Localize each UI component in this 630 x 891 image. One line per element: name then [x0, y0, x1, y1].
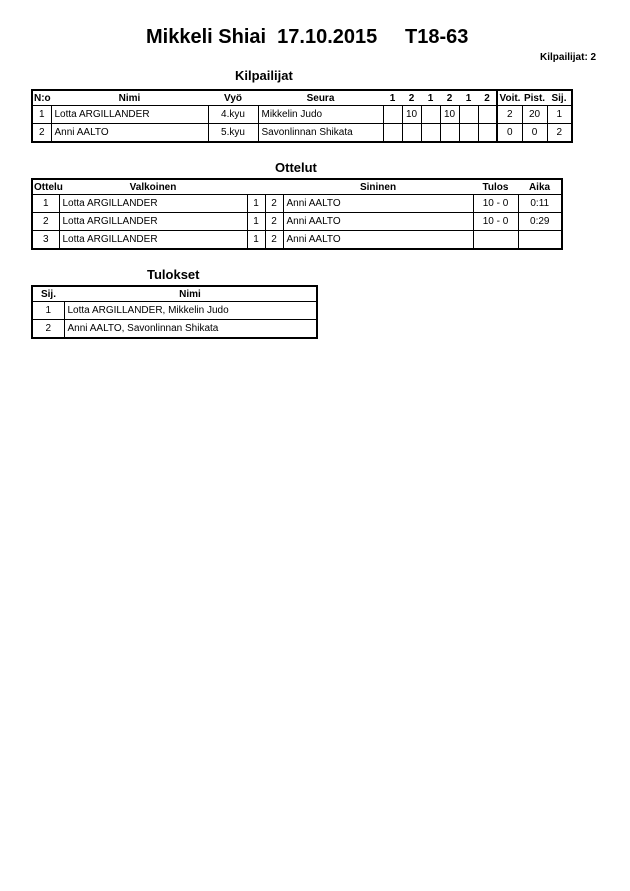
- col-header: 2: [440, 90, 459, 106]
- competitor-points: 20: [522, 106, 547, 124]
- match-number: 2: [32, 213, 59, 231]
- white-number: 1: [247, 213, 265, 231]
- table-row: [32, 106, 572, 124]
- competitor-wins: 0: [497, 124, 522, 143]
- table-row: [32, 213, 562, 231]
- blue-competitor: Anni AALTO: [283, 213, 473, 231]
- round-score: [421, 106, 440, 124]
- match-number: 3: [32, 231, 59, 250]
- blue-number: 2: [265, 195, 283, 213]
- result-name: Lotta ARGILLANDER, Mikkelin Judo: [64, 302, 317, 320]
- competitors-table: [31, 89, 573, 143]
- col-header: Seura: [258, 90, 383, 106]
- col-header-blank: [247, 179, 265, 195]
- match-result: 10 - 0: [473, 213, 518, 231]
- match-time: [518, 231, 562, 250]
- result-name: Anni AALTO, Savonlinnan Shikata: [64, 320, 317, 339]
- col-header: 1: [459, 90, 478, 106]
- table-row: [32, 302, 317, 320]
- results-table: [31, 285, 318, 339]
- table-row: [32, 195, 562, 213]
- competitor-number: 1: [32, 106, 51, 124]
- competitor-name: Anni AALTO: [51, 124, 208, 143]
- competitor-belt: 5.kyu: [208, 124, 258, 143]
- col-header: Pist.: [522, 90, 547, 106]
- round-score: 10: [440, 106, 459, 124]
- result-place: 2: [32, 320, 64, 339]
- match-time: 0:29: [518, 213, 562, 231]
- col-header: Nimi: [51, 90, 208, 106]
- matches-header-row: [32, 179, 562, 195]
- col-header: Nimi: [64, 286, 317, 302]
- result-place: 1: [32, 302, 64, 320]
- col-header: Aika: [518, 179, 562, 195]
- round-score: [421, 124, 440, 143]
- matches-section-title: Ottelut: [275, 160, 317, 175]
- col-header: Sininen: [283, 179, 473, 195]
- match-result: [473, 231, 518, 250]
- competitor-number: 2: [32, 124, 51, 143]
- col-header: Sij.: [32, 286, 64, 302]
- blue-competitor: Anni AALTO: [283, 195, 473, 213]
- competitor-count: Kilpailijat: 2: [540, 52, 597, 63]
- table-row: [32, 320, 317, 339]
- col-header: 2: [402, 90, 421, 106]
- col-header-blank: [265, 179, 283, 195]
- col-header: Vyö: [208, 90, 258, 106]
- table-row: [32, 231, 562, 250]
- competitors-header-row: [32, 90, 572, 106]
- col-header: Sij.: [547, 90, 572, 106]
- col-header: 1: [383, 90, 402, 106]
- white-competitor: Lotta ARGILLANDER: [59, 231, 247, 250]
- round-score: [402, 124, 421, 143]
- matches-table: [31, 178, 563, 250]
- round-score: [383, 106, 402, 124]
- col-header: 1: [421, 90, 440, 106]
- round-score: [383, 124, 402, 143]
- competitor-wins: 2: [497, 106, 522, 124]
- competitor-points: 0: [522, 124, 547, 143]
- col-header: 2: [478, 90, 497, 106]
- competitor-belt: 4.kyu: [208, 106, 258, 124]
- white-competitor: Lotta ARGILLANDER: [59, 213, 247, 231]
- competitors-section-title: Kilpailijat: [235, 68, 293, 83]
- blue-number: 2: [265, 213, 283, 231]
- competitor-club: Savonlinnan Shikata: [258, 124, 383, 143]
- competitor-place: 1: [547, 106, 572, 124]
- competitor-name: Lotta ARGILLANDER: [51, 106, 208, 124]
- page-title: Mikkeli Shiai 17.10.2015 T18-63: [146, 26, 469, 48]
- match-number: 1: [32, 195, 59, 213]
- col-header: Tulos: [473, 179, 518, 195]
- competitor-place: 2: [547, 124, 572, 143]
- round-score: [478, 124, 497, 143]
- round-score: 10: [402, 106, 421, 124]
- round-score: [459, 106, 478, 124]
- col-header: Voit.: [497, 90, 522, 106]
- white-competitor: Lotta ARGILLANDER: [59, 195, 247, 213]
- col-header: Valkoinen: [59, 179, 247, 195]
- blue-competitor: Anni AALTO: [283, 231, 473, 250]
- results-section-title: Tulokset: [147, 267, 200, 282]
- blue-number: 2: [265, 231, 283, 250]
- table-row: [32, 124, 572, 143]
- col-header: Ottelu: [32, 179, 59, 195]
- white-number: 1: [247, 195, 265, 213]
- round-score: [440, 124, 459, 143]
- col-header: N:o: [32, 90, 51, 106]
- competitor-club: Mikkelin Judo: [258, 106, 383, 124]
- round-score: [478, 106, 497, 124]
- white-number: 1: [247, 231, 265, 250]
- match-result: 10 - 0: [473, 195, 518, 213]
- results-header-row: [32, 286, 317, 302]
- match-time: 0:11: [518, 195, 562, 213]
- round-score: [459, 124, 478, 143]
